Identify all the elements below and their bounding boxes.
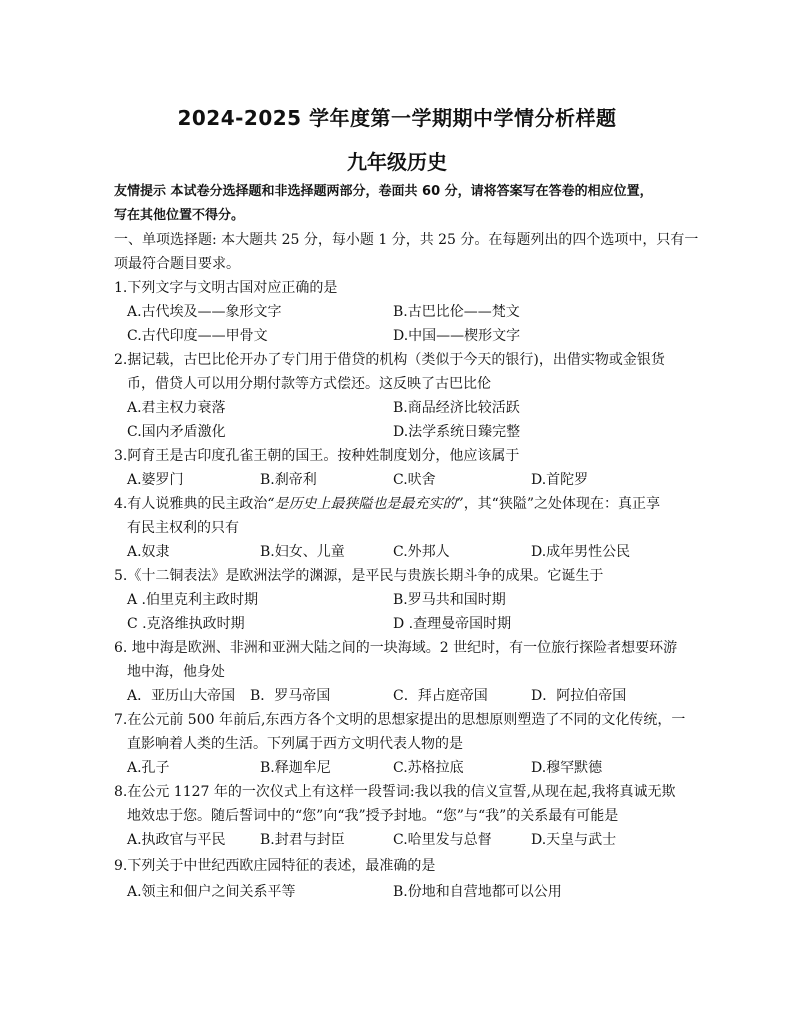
question-9-stem: 9.下列关于中世纪西欧庄园特征的表述，最准确的是 — [114, 858, 436, 874]
question-5-option-d: D .查理曼帝国时期 — [393, 616, 512, 632]
question-7-option-c: C.苏格拉底 — [393, 760, 464, 776]
question-7-option-b: B.释迦牟尼 — [260, 760, 331, 776]
question-2-stem-line-1: 2.据记载，古巴比伦开办了专门用于借贷的机构（类似于今天的银行)，出借实物或金银货 — [114, 352, 665, 368]
question-4-stem-part-a: 4.有人说雅典的民主政治 — [114, 496, 268, 512]
question-6-option-c: C．拜占庭帝国 — [393, 688, 488, 704]
question-7-stem-line-1: 7.在公元前 500 年前后,东西方各个文明的思想家提出的思想原则塑造了不同的文化传统，一 — [114, 712, 686, 728]
question-5-option-b: B.罗马共和国时期 — [393, 592, 506, 608]
question-8-stem-line-2: 地效忠于您。随后誓词中的“您”向“我”授予封地。“您”与“我”的关系最有可能是 — [127, 808, 619, 824]
question-6-option-a: A．亚历山大帝国 — [127, 688, 236, 704]
question-1-stem: 1.下列文字与文明古国对应正确的是 — [114, 280, 338, 296]
section-1-line-1: 一、单项选择题: 本大题共 25 分，每小题 1 分，共 25 分。在每题列出的四个选项中，只有一 — [114, 232, 699, 248]
question-6-option-b: B．罗马帝国 — [250, 688, 331, 704]
question-4-stem-line-2: 有民主权利的只有 — [127, 520, 239, 536]
question-3-option-c: C.吠舍 — [393, 472, 436, 488]
question-6-option-d: D．阿拉伯帝国 — [531, 688, 627, 704]
question-2-option-a: A.君主权力衰落 — [127, 400, 226, 416]
question-4-option-c: C.外邦人 — [393, 544, 450, 560]
question-2-stem-line-2: 币，借贷人可以用分期付款等方式偿还。这反映了古巴比伦 — [127, 376, 491, 392]
question-8-option-b: B.封君与封臣 — [260, 832, 345, 848]
question-4-option-a: A.奴隶 — [127, 544, 170, 560]
notice-line-2: 写在其他位置不得分。 — [114, 208, 245, 223]
question-3-option-a: A.婆罗门 — [127, 472, 184, 488]
question-4-option-d: D.成年男性公民 — [531, 544, 631, 560]
question-9-option-a: A.领主和佃户之间关系平等 — [127, 884, 296, 900]
question-8-option-c: C.哈里发与总督 — [393, 832, 492, 848]
question-4-stem-quote: “是历史上最狭隘也是最充实的” — [267, 496, 464, 512]
question-7-option-a: A.孔子 — [127, 760, 170, 776]
question-2-option-d: D.法学系统日臻完整 — [393, 424, 521, 440]
question-1-option-b: B.古巴比伦——梵文 — [393, 304, 520, 320]
question-5-stem: 5.《十二铜表法》是欧洲法学的渊源，是平民与贵族长期斗争的成果。它诞生于 — [114, 568, 604, 584]
question-6-stem-line-2: 地中海，他身处 — [127, 664, 225, 680]
question-6-stem-line-1: 6. 地中海是欧洲、非洲和亚洲大陆之间的一块海域。2 世纪时，有一位旅行探险者想要环游 — [114, 640, 678, 656]
question-1-option-d: D.中国——楔形文字 — [393, 328, 521, 344]
question-2-option-b: B.商品经济比较活跃 — [393, 400, 520, 416]
question-4-stem-line-1 — [114, 494, 660, 514]
question-8-stem-line-1: 8.在公元 1127 年的一次仪式上有这样一段誓词:我以我的信义宣誓,从现在起,我将真诚无欺 — [114, 784, 676, 800]
question-7-option-d: D.穆罕默德 — [531, 760, 603, 776]
question-5-option-a: A .伯里克利主政时期 — [127, 592, 259, 608]
notice-line-1: 友情提示 本试卷分选择题和非选择题两部分，卷面共 60 分，请将答案写在答卷的相应位置， — [114, 184, 653, 199]
question-2-option-c: C.国内矛盾激化 — [127, 424, 226, 440]
section-1-line-2: 项最符合题目要求。 — [114, 256, 240, 272]
question-8-option-d: D.天皇与武士 — [531, 832, 617, 848]
page-title: 2024-2025 学年度第一学期期中学情分析样题 — [177, 106, 617, 130]
question-4-option-b: B.妇女、儿童 — [260, 544, 345, 560]
question-3-option-b: B.刹帝利 — [260, 472, 317, 488]
question-1-option-a: A.古代埃及——象形文字 — [127, 304, 282, 320]
question-7-stem-line-2: 直影响着人类的生活。下列属于西方文明代表人物的是 — [127, 736, 463, 752]
question-5-option-c: C .克洛维执政时期 — [127, 616, 245, 632]
question-8-option-a: A.执政官与平民 — [127, 832, 226, 848]
question-3-option-d: D.首陀罗 — [531, 472, 589, 488]
page-subtitle: 九年级历史 — [347, 150, 447, 174]
question-9-option-b: B.份地和自营地都可以公用 — [393, 884, 562, 900]
question-1-option-c: C.古代印度——甲骨文 — [127, 328, 268, 344]
question-3-stem: 3.阿育王是古印度孔雀王朝的国王。按种姓制度划分，他应该属于 — [114, 448, 520, 464]
question-4-stem-part-b: ，其“狭隘”之处体现在：真正享 — [463, 496, 661, 512]
